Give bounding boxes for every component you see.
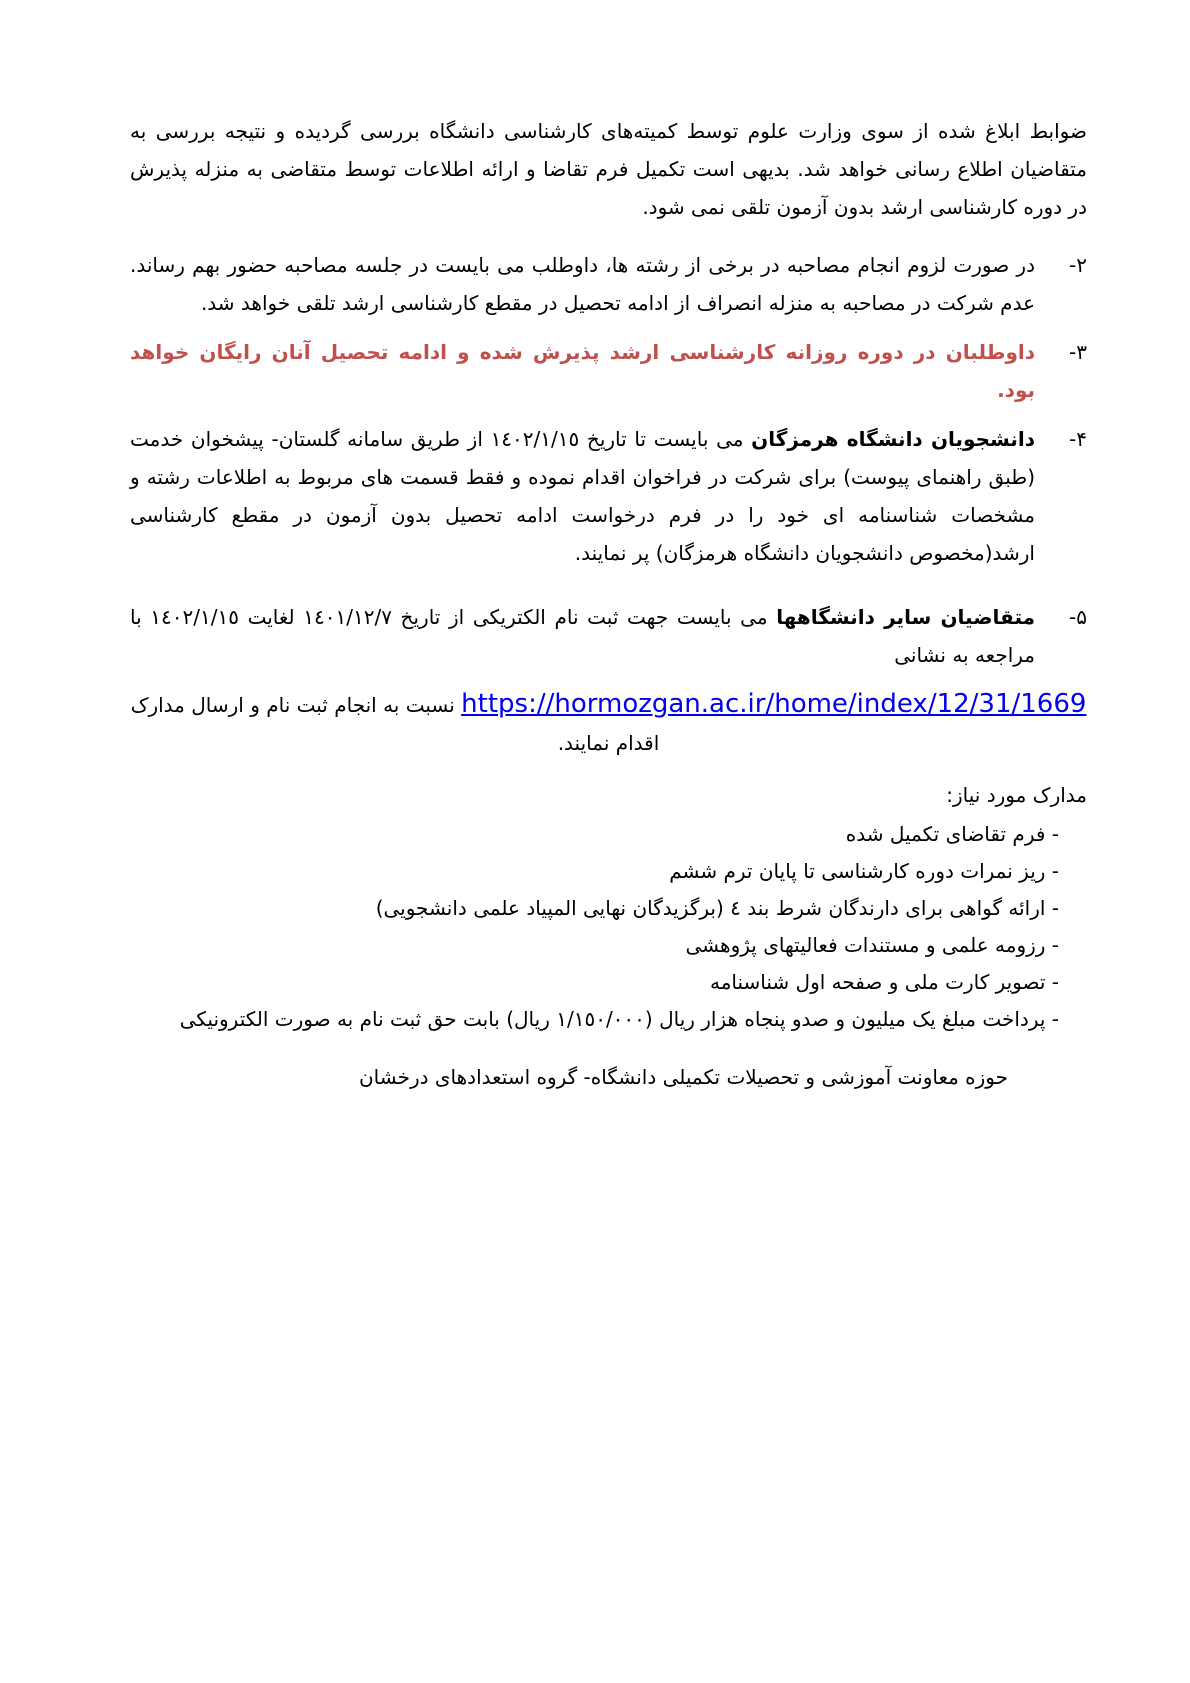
doc-item-resume: - رزومه علمی و مستندات فعالیتهای پژوهشی	[685, 933, 1059, 957]
doc-item-transcript: - ریز نمرات دوره کارشناسی تا پایان ترم ششم	[669, 859, 1059, 883]
doc-item-id-card-copy: - تصویر کارت ملی و صفحه اول شناسنامه	[709, 970, 1059, 994]
item-5-text	[130, 598, 1035, 674]
item-4-bold-phrase: دانشجویان دانشگاه هرمزگان	[751, 427, 1035, 451]
item-5-body	[130, 598, 1035, 674]
document-content	[130, 112, 1087, 1096]
after-link-text: نسبت به انجام ثبت نام و ارسال مدارک اقدام نمایند.	[130, 693, 660, 755]
intro-paragraph: ضوابط ابلاغ شده از سوی وزارت علوم توسط کمیته‌های کارشناسی دانشگاه بررسی گردیده و نتیجه بررسی به متقاضیان اطلاع رسانی خواهد شد. بدیهی است تکمیل فرم تقاضا و ارائه اطلاعات توسط متقاضی به منزله پذیرش در دوره کارشناسی ارشد بدون آزمون تلقی نمی شود.	[130, 119, 1087, 219]
item-4-rest-text: می بایست تا تاریخ ١٤٠٢/١/١٥ از طریق سامانه گلستان- پیشخوان خدمت (طبق راهنمای پیوست) برای شرکت در فراخوان اقدام نموده و فقط قسمت های مربوط به اطلاعات رشته و مشخصات شناسنامه ای خود را در فرم درخواست ادامه تحصیل بدون آزمون در مقطع کارشناسی ارشد(مخصوص دانشجویان دانشگاه هرمزگان) پر نمایند.	[130, 427, 1035, 565]
required-documents-heading: مدارک مورد نیاز:	[946, 783, 1087, 807]
item-3-text-highlighted: داوطلبان در دوره روزانه کارشناسی ارشد پذیرش شده و ادامه تحصیل آنان رایگان خواهد بود.	[130, 340, 1035, 402]
item-4-number: ۴-	[1069, 427, 1087, 451]
list-item-3	[130, 333, 1087, 409]
item-5-bold-phrase: متقاضیان سایر دانشگاهها	[776, 605, 1035, 629]
registration-url-line	[130, 685, 1087, 762]
item-2-text: در صورت لزوم انجام مصاحبه در برخی از رشته ها، داوطلب می بایست در جلسه مصاحبه حضور بهم رساند. عدم شرکت در مصاحبه به منزله انصراف از ادامه تحصیل در مقطع کارشناسی ارشد تلقی خواهد شد.	[130, 253, 1035, 315]
item-4-text	[130, 420, 1035, 572]
list-item-4	[130, 420, 1087, 572]
registration-url-link[interactable]: https://hormozgan.ac.ir/home/index/12/31/1669	[461, 689, 1087, 719]
signature-line: حوزه معاونت آموزشی و تحصیلات تکمیلی دانشگاه- گروه استعدادهای درخشان	[358, 1065, 1009, 1089]
item-2-number: ۲-	[1069, 253, 1087, 277]
list-item-2	[130, 246, 1087, 322]
doc-item-payment: - پرداخت مبلغ یک میلیون و صدو پنجاه هزار ریال (١/١٥٠/٠٠٠ ریال) بابت حق ثبت نام به صورت الکترونیکی	[179, 1007, 1059, 1031]
doc-item-olympiad-cert: - ارائه گواهی برای دارندگان شرط بند ٤ (برگزیدگان نهایی المپیاد علمی دانشجویی)	[375, 896, 1059, 920]
item-3-number: ۳-	[1069, 340, 1087, 364]
doc-item-request-form: - فرم تقاضای تکمیل شده	[845, 822, 1059, 846]
item-5-rest-text: می بایست جهت ثبت نام الکتریکی از تاریخ ١٤٠١/١٢/٧ لغایت ١٤٠٢/١/١٥ با مراجعه به نشانی	[130, 605, 1035, 667]
list-item-5	[130, 598, 1087, 674]
item-5-number: ۵-	[1069, 605, 1087, 629]
